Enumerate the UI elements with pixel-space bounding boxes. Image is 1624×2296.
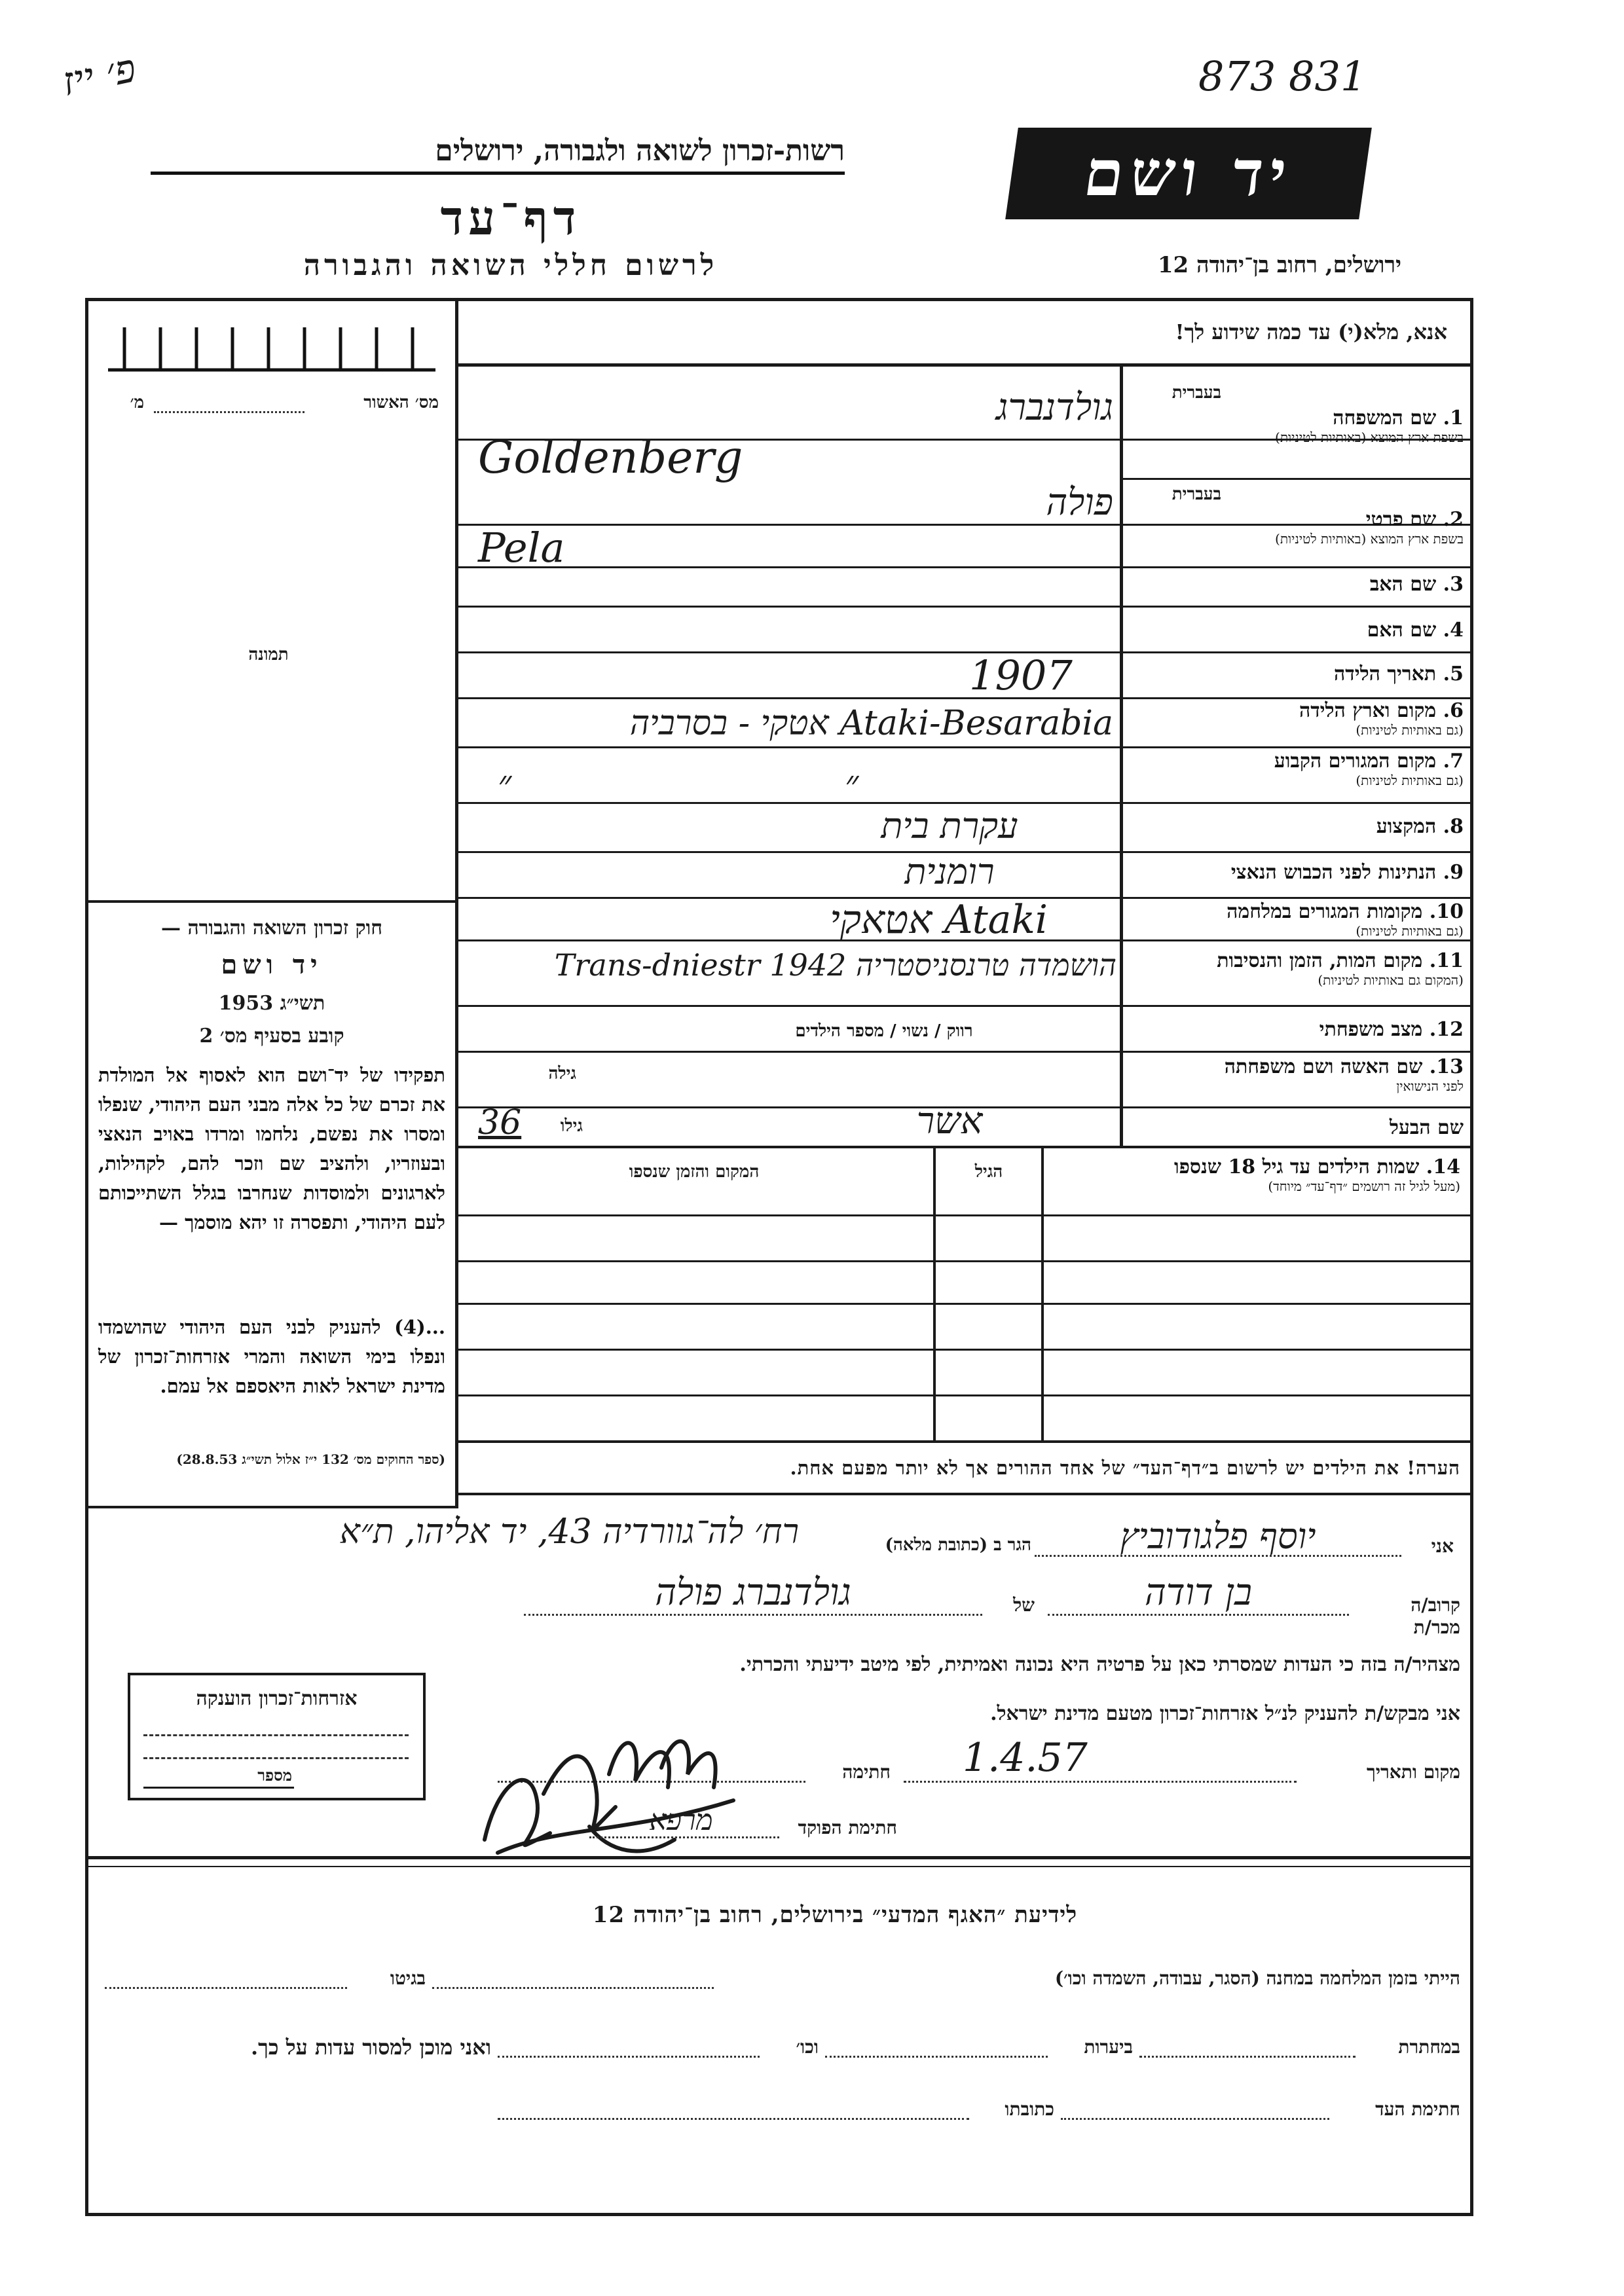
value-residence-ditto: ״ bbox=[498, 763, 512, 805]
field-label: 10. מקומות המגורים במלחמה bbox=[1227, 900, 1464, 923]
hebrew-tag: בעברית bbox=[1172, 383, 1221, 403]
value-death-place: הושמדה טרנסניסטריה 1942 Trans-dniestr bbox=[554, 947, 1116, 983]
field-death-place bbox=[1123, 949, 1464, 989]
field-label: 6. מקום וארץ הלידה bbox=[1299, 699, 1464, 722]
decl-statement: מצהיר/ה בזה כי העדות שמסרתי כאן על פרטיה היא נכונה ואמיתית, לפי מיטב ידיעתי והכרתי. bbox=[739, 1653, 1460, 1676]
law-title: חוק זכרון השואה והגבורה — bbox=[161, 917, 382, 939]
footer-line3-fill-b bbox=[498, 2118, 969, 2120]
footer-line1-tail bbox=[105, 1987, 347, 1989]
footer-line3-a: חתימת העד bbox=[1375, 2098, 1460, 2120]
signature-icon bbox=[458, 1702, 753, 1872]
value-family-name-heb: גולדנברג bbox=[995, 386, 1113, 429]
note-bottom bbox=[458, 1493, 1473, 1495]
footer-separator-inner bbox=[85, 1866, 1473, 1867]
photo-label: תמונה bbox=[248, 645, 289, 665]
children-col-place: המקום והזמן שנספו bbox=[629, 1162, 760, 1182]
decl-lives-label: הגר ב (כתובת מלאה) bbox=[885, 1535, 1031, 1555]
wife-age-label: גילה bbox=[548, 1064, 576, 1084]
children-bottom bbox=[458, 1440, 1473, 1443]
cert-number-line bbox=[154, 411, 304, 413]
corner-handwritten-marks: פ׳ ייז bbox=[58, 45, 140, 105]
value-birth-place: אטקי - בסרביה Ataki-Besarabia bbox=[629, 704, 1113, 743]
footer-line1: הייתי בזמן המלחמה במחנה (הסגר, עבודה, השמדה וכו׳) bbox=[1054, 1967, 1460, 1989]
husband-age-label: גילו bbox=[560, 1116, 583, 1136]
field-mother-name: 4. שם האם bbox=[1367, 619, 1464, 642]
field-sublabel: (גם באותיות לטיניות) bbox=[1356, 722, 1464, 738]
form-subtitle: לרשום חללי השואה והגבורה bbox=[303, 249, 718, 282]
field-label: 13. שם האשה ושם משפחתה bbox=[1224, 1055, 1464, 1078]
decl-officer-line bbox=[589, 1836, 779, 1838]
tick-strip bbox=[108, 321, 435, 373]
footer-title: לידיעת ״האגף המדעי״ בירושלים, רחוב בן־יהודה 12 bbox=[592, 1902, 1078, 1928]
address: ירושלים, רחוב בן־יהודה 12 bbox=[1157, 252, 1401, 278]
field-sublabel: בשפת ארץ המוצא (באותיות לטיניות) bbox=[1275, 429, 1464, 445]
decl-name: יוסף פלגודוביץ bbox=[1120, 1516, 1316, 1557]
decl-i-label: אני bbox=[1431, 1535, 1454, 1557]
law-name: יד ושם bbox=[221, 949, 323, 980]
citizenship-line-2 bbox=[143, 1757, 409, 1759]
cert-prefix: מ׳ bbox=[130, 393, 144, 412]
field-first-name bbox=[1123, 484, 1464, 547]
stamp-number: 873 831 bbox=[1198, 52, 1367, 100]
footer-line2-a: במחתרת bbox=[1398, 2036, 1460, 2058]
value-family-name-latin: Goldenberg bbox=[478, 432, 743, 484]
decl-relative-label: קרוב/ה מכר/ת bbox=[1411, 1594, 1460, 1638]
children-header-sep bbox=[458, 1214, 1473, 1216]
value-occupation: עקרת בית bbox=[881, 805, 1018, 847]
decl-place-date-label: מקום ותאריך bbox=[1366, 1761, 1460, 1783]
field-father-name: 3. שם האב bbox=[1369, 573, 1464, 596]
law-year-heb: תשי״ג bbox=[280, 992, 325, 1015]
value-wartime-residence: אטאקי Ataki bbox=[830, 897, 1048, 943]
footer-line1-end: בגיטו bbox=[390, 1967, 426, 1989]
decl-officer-label: חתימת הפוקד bbox=[798, 1817, 897, 1838]
tick-marks-icon bbox=[108, 321, 435, 373]
org-name: רשות-זכרון לשואה ולגבורה, ירושלים bbox=[151, 134, 845, 175]
yad-vashem-logo bbox=[1005, 128, 1372, 219]
footer-line2-c: וכו׳ bbox=[796, 2036, 819, 2058]
field-marital-status: 12. מצב משפחתי bbox=[1319, 1018, 1464, 1041]
field-label: 1. שם המשפחה bbox=[1333, 407, 1464, 429]
row-sep bbox=[458, 802, 1473, 804]
row-sep bbox=[458, 606, 1473, 608]
citizenship-box bbox=[128, 1673, 426, 1800]
footer-line2-fill-b bbox=[825, 2056, 1048, 2058]
value-residence-ditto-2: ״ bbox=[845, 763, 859, 805]
decl-relation-line bbox=[1048, 1614, 1349, 1616]
left-panel-bottom bbox=[85, 1506, 458, 1508]
field-sublabel: בשפת ארץ המוצא (באותיות לטיניות) bbox=[1275, 531, 1464, 547]
children-header bbox=[1048, 1156, 1460, 1195]
value-husband-age: 36 bbox=[478, 1103, 522, 1142]
hebrew-tag: בעברית bbox=[1172, 484, 1221, 504]
children-row-sep bbox=[458, 1394, 1473, 1396]
row-sep bbox=[458, 1005, 1473, 1007]
children-sub: (מעל לגיל זה רושמים ״דף־עד״ מיוחד) bbox=[1268, 1178, 1460, 1194]
field-birth-place bbox=[1123, 699, 1464, 738]
field-wartime-residence bbox=[1123, 900, 1464, 939]
decl-signature-label: חתימה bbox=[842, 1761, 891, 1783]
decl-name-line bbox=[1035, 1555, 1401, 1557]
value-nationality: רומנית bbox=[904, 851, 995, 892]
footer-line2-b: ביערות bbox=[1084, 2036, 1133, 2058]
row-sep bbox=[1123, 478, 1473, 480]
field-family-name bbox=[1123, 383, 1464, 446]
decl-relative-of: גולדנברג פולה bbox=[655, 1571, 851, 1614]
footer-line2-end: ואני מוכן למסור עדות על כך. bbox=[250, 2035, 491, 2060]
decl-officer-sig: מרפא bbox=[649, 1804, 713, 1837]
decl-of-label: של bbox=[1013, 1594, 1035, 1616]
children-row-sep bbox=[458, 1260, 1473, 1262]
value-marital-status: רווק / נשוי / מספר הילדים bbox=[795, 1021, 973, 1041]
law-reference: (ספר החוקים מס׳ 132 י״ז אלול תשי״ג 28.8.53) bbox=[176, 1451, 445, 1467]
law-clause: קובע בסעיף מס׳ 2 bbox=[199, 1025, 344, 1048]
decl-relative-of-line bbox=[524, 1614, 982, 1616]
field-wife-name bbox=[1123, 1055, 1464, 1095]
field-sublabel: (גם באותיות לטיניות) bbox=[1356, 923, 1464, 939]
citizenship-line-1 bbox=[143, 1734, 409, 1736]
citizenship-number-label: מספר bbox=[257, 1766, 292, 1785]
law-top-rule bbox=[85, 900, 458, 903]
decl-address: רח׳ לה־גוורדיה 43, יד אליהו, ת״א bbox=[339, 1512, 799, 1552]
children-row-sep bbox=[458, 1349, 1473, 1351]
logo-text: יד ושם bbox=[1079, 136, 1298, 210]
row-sep bbox=[458, 651, 1473, 653]
field-birth-date: 5. תאריך הלידה bbox=[1334, 663, 1464, 685]
decl-date-line bbox=[904, 1781, 1297, 1783]
footer-line3-b: כתובתו bbox=[1005, 2098, 1054, 2120]
row-sep bbox=[458, 1051, 1473, 1053]
law-year bbox=[98, 992, 445, 1015]
field-sublabel: לפני הנישואין bbox=[1396, 1078, 1464, 1094]
field-sublabel: (גם באותיות לטיניות) bbox=[1356, 773, 1464, 788]
field-label: 11. מקום המות, הזמן והנסיבות bbox=[1217, 949, 1464, 972]
field-label: 2. שם פרטי bbox=[1365, 508, 1464, 531]
value-husband-name: אשר bbox=[916, 1100, 983, 1142]
instruction-divider bbox=[455, 363, 1473, 367]
decl-relation: בן דודה bbox=[1144, 1571, 1252, 1614]
field-nationality: 9. הנתינות לפני הכבוש הנאצי bbox=[1230, 861, 1464, 884]
cert-number-label: מס׳ האשור bbox=[363, 393, 439, 412]
decl-date: 1.4.57 bbox=[963, 1735, 1088, 1781]
row-sep bbox=[458, 1146, 1473, 1148]
form-title: דף־עד bbox=[440, 190, 581, 246]
field-sublabel: (המקום גם באותיות לטיניות) bbox=[1318, 972, 1464, 988]
row-sep bbox=[458, 566, 1473, 568]
footer-line2-fill-c bbox=[498, 2056, 760, 2058]
field-residence bbox=[1123, 750, 1464, 789]
children-col-age: הגיל bbox=[974, 1162, 1003, 1182]
note: הערה! את הילדים יש לרשום ב״דף־העד״ של אחד ההורים אך לא יותר מפעם אחת. bbox=[790, 1457, 1460, 1479]
field-label: 7. מקום המגורים הקבוע bbox=[1274, 750, 1464, 773]
footer-line3-fill-a bbox=[1061, 2118, 1329, 2120]
law-text: תפקידו של יד־ושם הוא לאסוף אל המולדת את זכרם של כל אלה מבני העם היהודי, שנפלו ומסרו את נפשם, נלחמו ומרדו באויב הנאצי ובעוזריו, ולהציב שם וזכר להם, לקהילות, לארגונים ולמוסדות שנחרבו בגלל השתייכותם לעם היהודי, ותפסרה זו יהא מוסמך — bbox=[98, 1064, 445, 1233]
footer-separator bbox=[85, 1856, 1473, 1859]
row-sep bbox=[458, 746, 1473, 748]
decl-request: אני מבקש/ת להעניק לנ״ל אזרחות־זכרון מטעם מדינת ישראל. bbox=[990, 1702, 1460, 1725]
value-first-name-latin: Pela bbox=[478, 524, 565, 572]
value-birth-date: 1907 bbox=[969, 651, 1073, 699]
footer-line2-fill-a bbox=[1139, 2056, 1356, 2058]
field-occupation: 8. המקצוע bbox=[1376, 815, 1464, 838]
citizenship-number-line bbox=[143, 1787, 294, 1789]
field-husband-name: שם הבעל bbox=[1389, 1116, 1464, 1139]
children-row-sep bbox=[458, 1303, 1473, 1305]
law-year-num: 1953 bbox=[218, 992, 274, 1015]
law-text-2: ...(4) להעניק לבני העם היהודי שהושמדו ונפלו בימי השואה והמרי אזרחות־זכרון של מדינת ישראל לאות היאספם אל עמם. bbox=[98, 1316, 445, 1397]
citizenship-title: אזרחות־זכרון הוענקה bbox=[196, 1687, 358, 1710]
instruction: אנא, מלא(י) עד כמה שידוע לך! bbox=[1175, 319, 1447, 344]
value-first-name-heb: פולה bbox=[1046, 481, 1113, 524]
footer-line1-fill bbox=[432, 1987, 714, 1989]
children-title: 14. שמות הילדים עד גיל 18 שנספו bbox=[1173, 1156, 1460, 1178]
